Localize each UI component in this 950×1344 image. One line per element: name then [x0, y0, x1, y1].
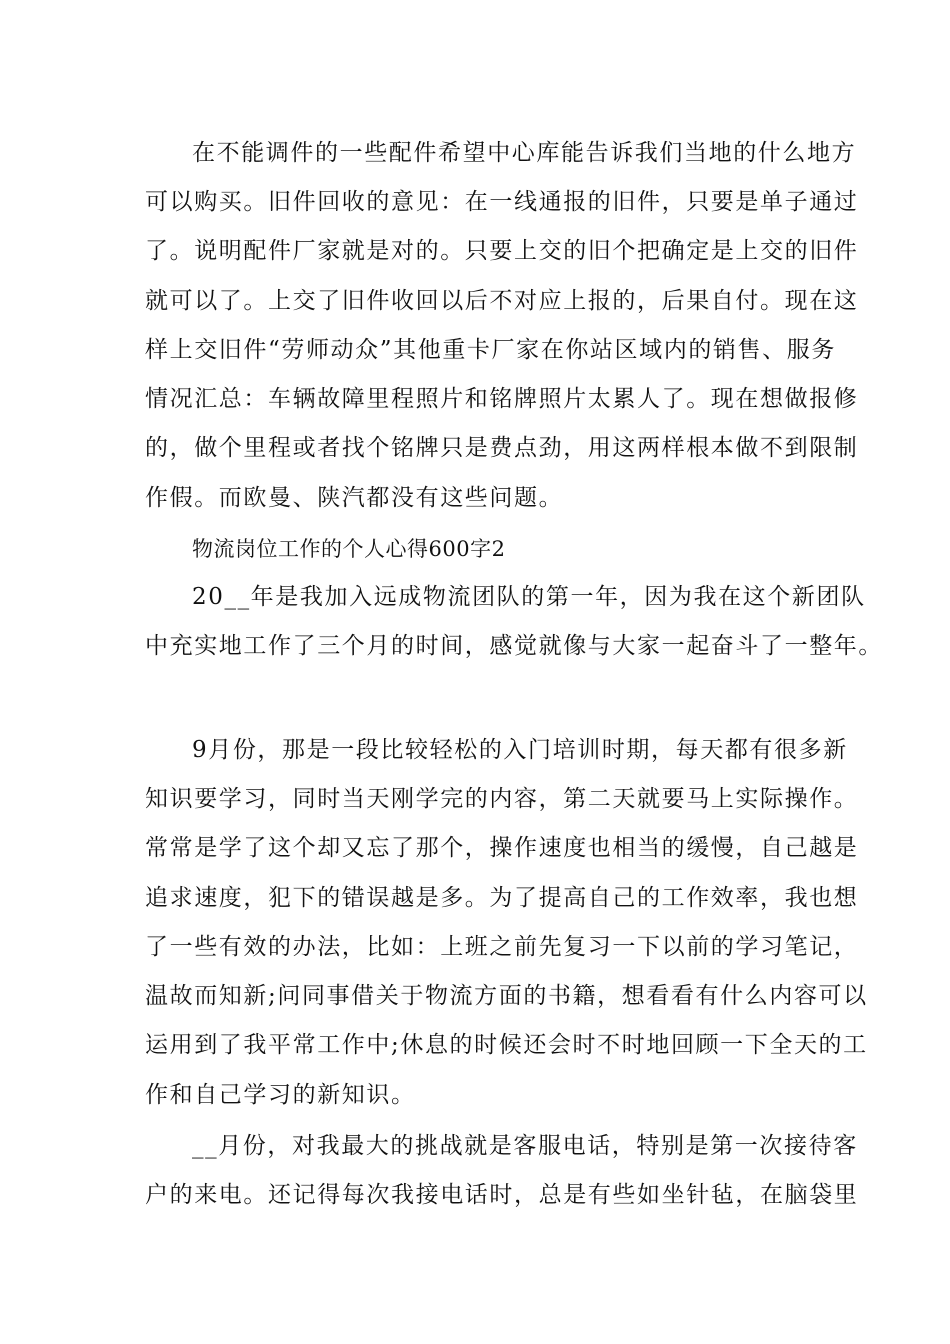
paragraph-4-line: 户的来电。还记得每次我接电话时，总是有些如坐针毡，在脑袋里: [145, 1182, 859, 1208]
paragraph-3-line: 运用到了我平常工作中;休息的时候还会时不时地回顾一下全天的工: [145, 1032, 868, 1058]
paragraph-3-line: 9月份，那是一段比较轻松的入门培训时期，每天都有很多新: [192, 737, 848, 763]
paragraph-1-line: 可以购买。旧件回收的意见：在一线通报的旧件，只要是单子通过: [145, 189, 859, 215]
section-heading: 物流岗位工作的个人心得600字2: [192, 537, 506, 561]
paragraph-1-line: 样上交旧件“劳师动众”其他重卡厂家在你站区域内的销售、服务: [145, 337, 836, 363]
paragraph-1-line: 情况汇总：车辆故障里程照片和铭牌照片太累人了。现在想做报修: [145, 386, 859, 412]
paragraph-1-line: 的，做个里程或者找个铭牌只是费点劲，用这两样根本做不到限制: [145, 435, 859, 461]
paragraph-1-line: 在不能调件的一些配件希望中心库能告诉我们当地的什么地方: [192, 140, 857, 166]
paragraph-3-line: 追求速度，犯下的错误越是多。为了提高自己的工作效率，我也想: [145, 885, 859, 911]
paragraph-3-line: 知识要学习，同时当天刚学完的内容，第二天就要马上实际操作。: [145, 786, 859, 812]
paragraph-3-line: 温故而知新;问同事借关于物流方面的书籍，想看看有什么内容可以: [145, 983, 868, 1009]
paragraph-2-line: 20__年是我加入远成物流团队的第一年，因为我在这个新团队: [192, 584, 866, 610]
paragraph-1-line: 作假。而欧曼、陕汽都没有这些问题。: [145, 485, 564, 511]
paragraph-1-line: 就可以了。上交了旧件收回以后不对应上报的，后果自付。现在这: [145, 288, 859, 314]
paragraph-3-line: 了一些有效的办法，比如：上班之前先复习一下以前的学习笔记，: [145, 934, 859, 960]
paragraph-3-line: 作和自己学习的新知识。: [145, 1082, 416, 1108]
paragraph-4-line: __月份，对我最大的挑战就是客服电话，特别是第一次接待客: [192, 1133, 858, 1159]
paragraph-3-line: 常常是学了这个却又忘了那个，操作速度也相当的缓慢，自己越是: [145, 835, 859, 861]
paragraph-2-line: 中充实地工作了三个月的时间，感觉就像与大家一起奋斗了一整年。: [145, 633, 883, 659]
paragraph-1-line: 了。说明配件厂家就是对的。只要上交的旧个把确定是上交的旧件: [145, 238, 859, 264]
